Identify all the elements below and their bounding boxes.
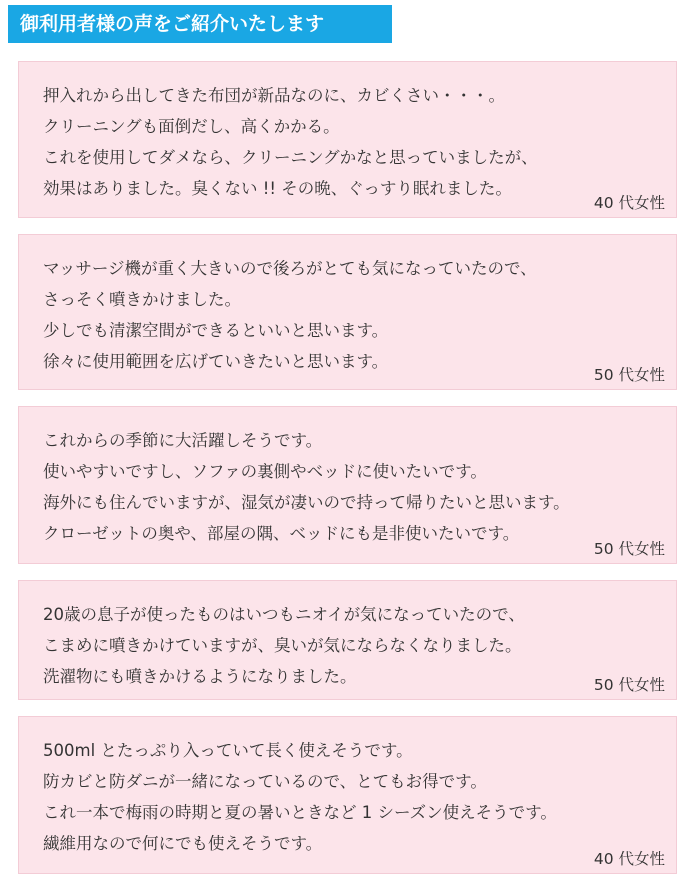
testimonial-line: これを使用してダメなら、クリーニングかなと思っていましたが、 <box>43 148 538 167</box>
testimonial-line: 繊維用なので何にでも使えそうです。 <box>43 834 323 853</box>
testimonial-line: こまめに噴きかけていますが、臭いが気にならなくなりました。 <box>43 636 522 655</box>
testimonial-line: 少しでも清潔空間ができるといいと思います。 <box>43 321 389 340</box>
testimonial-text <box>43 735 666 859</box>
testimonial-line: 防カビと防ダニが一緒になっているので、とてもお得です。 <box>43 772 487 791</box>
testimonial-text <box>43 599 666 692</box>
testimonial-line: 洗濯物にも噴きかけるようになりました。 <box>43 667 357 686</box>
testimonial-card <box>18 406 677 564</box>
testimonial-text <box>43 80 666 204</box>
testimonial-line: 20歳の息子が使ったものはいつもニオイが気になっていたので、 <box>43 605 525 624</box>
testimonial-line: マッサージ機が重く大きいので後ろがとても気になっていたので、 <box>43 259 537 278</box>
testimonial-line: 500ml とたっぷり入っていて長く使えそうです。 <box>43 741 413 760</box>
testimonial-card <box>18 61 677 218</box>
testimonial-author: 50 代女性 <box>593 676 665 694</box>
testimonial-author: 40 代女性 <box>593 850 665 868</box>
testimonial-card <box>18 716 677 874</box>
testimonial-line: 海外にも住んでいますが、湿気が凄いので持って帰りたいと思います。 <box>43 493 570 512</box>
testimonial-card <box>18 580 677 700</box>
testimonial-author: 50 代女性 <box>593 366 665 384</box>
testimonial-text <box>43 425 666 549</box>
testimonial-line: クローゼットの奥や、部屋の隅、ベッドにも是非使いたいです。 <box>43 524 520 543</box>
testimonial-line: クリーニングも面倒だし、高くかかる。 <box>43 117 340 136</box>
section-title: 御利用者様の声をご紹介いたします <box>20 13 325 35</box>
testimonial-line: 徐々に使用範囲を広げていきたいと思います。 <box>43 352 389 371</box>
testimonial-author: 50 代女性 <box>593 540 665 558</box>
testimonial-card <box>18 234 677 390</box>
testimonial-line: これ一本で梅雨の時期と夏の暑いときなど 1 シーズン使えそうです。 <box>43 803 557 822</box>
testimonial-line: さっそく噴きかけました。 <box>43 290 241 309</box>
testimonial-line: 効果はありました。臭くない !! その晩、ぐっすり眠れました。 <box>43 179 512 198</box>
testimonial-line: 使いやすいですし、ソファの裏側やベッドに使いたいです。 <box>43 462 487 481</box>
section-header <box>8 5 392 43</box>
testimonial-line: これからの季節に大活躍しそうです。 <box>43 431 323 450</box>
testimonial-author: 40 代女性 <box>593 194 665 212</box>
testimonial-line: 押入れから出してきた布団が新品なのに、カビくさい・・・。 <box>43 86 505 105</box>
testimonial-text <box>43 253 666 377</box>
